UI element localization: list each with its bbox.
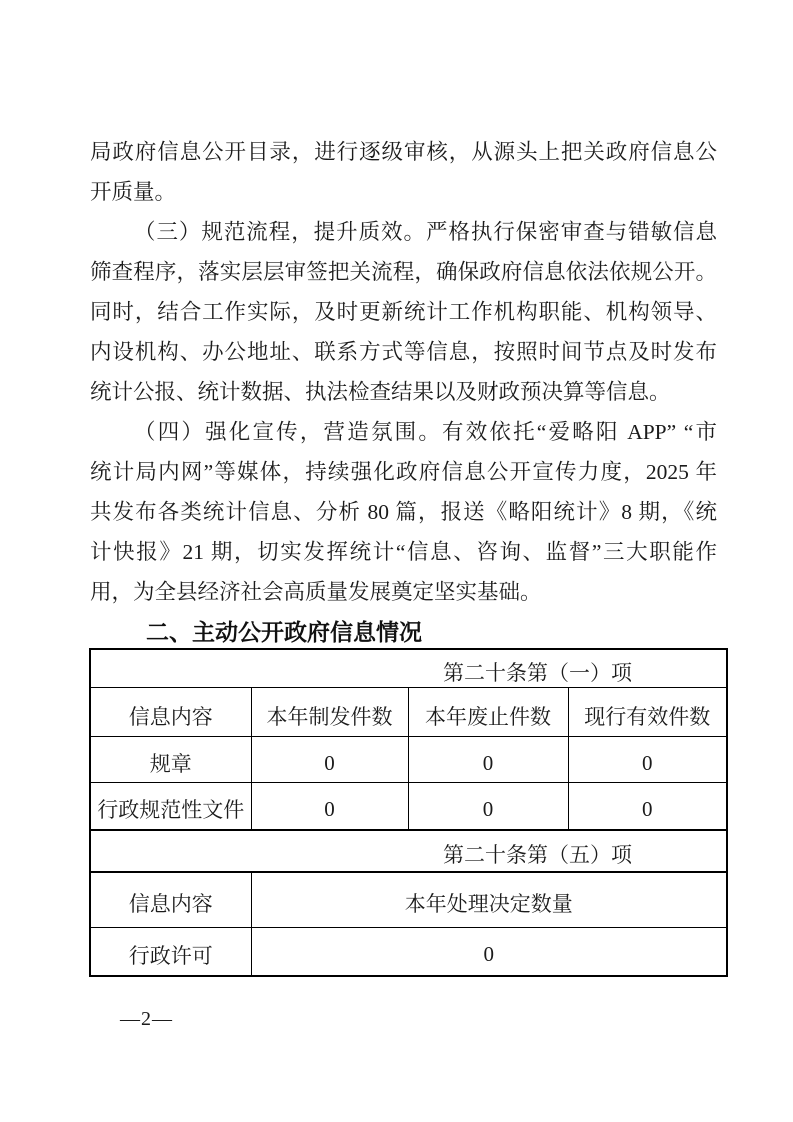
table-row [90,783,727,830]
column-header-info-content: 信息内容 [90,688,251,737]
cell-value: 0 [408,783,568,830]
column-header-repealed-this-year: 本年废止件数 [408,688,568,737]
cell-value: 0 [251,928,727,976]
info-disclosure-table [89,648,728,977]
section-heading: 二、主动公开政府信息情况 [146,619,422,645]
column-header-info-content: 信息内容 [90,872,251,928]
column-header-decisions-this-year: 本年处理决定数量 [251,872,727,928]
column-header-issued-this-year: 本年制发件数 [251,688,408,737]
body-line: （三）规范流程，提升质效。严格执行保密审查与错敏信息 [134,220,717,244]
cell-value: 0 [251,737,408,783]
row-label-normative-documents: 行政规范性文件 [90,783,251,830]
cell-value: 0 [408,737,568,783]
body-line: 同时，结合工作实际，及时更新统计工作机构职能、机构领导、 [90,300,717,324]
body-line: 局政府信息公开目录，进行逐级审核，从源头上把关政府信息公 [90,140,717,164]
body-line: 用，为全县经济社会高质量发展奠定坚实基础。 [90,580,542,604]
body-line: 开质量。 [90,180,177,204]
body-line: 共发布各类统计信息、分析 80 篇，报送《略阳统计》8 期，《统 [90,500,717,524]
table-row [90,737,727,783]
table-section1-header: 第二十条第（一）项 [90,649,727,688]
body-line: 内设机构、办公地址、联系方式等信息，按照时间节点及时发布 [90,340,717,364]
table-row [90,928,727,976]
page-number: —2— [120,1008,173,1030]
body-line: 统计局内网”等媒体，持续强化政府信息公开宣传力度，2025 年 [90,460,717,484]
table-section2-header: 第二十条第（五）项 [90,830,727,872]
body-line: 统计公报、统计数据、执法检查结果以及财政预决算等信息。 [90,380,671,404]
body-line: 计快报》21 期，切实发挥统计“信息、咨询、监督”三大职能作 [90,540,717,564]
row-label-regulations: 规章 [90,737,251,783]
body-line: 筛查程序，落实层层审签把关流程，确保政府信息依法依规公开。 [90,260,717,284]
body-line: （四）强化宣传，营造氛围。有效依托“爱略阳 APP” “市 [134,420,717,444]
cell-value: 0 [251,783,408,830]
body-text-block [90,132,717,652]
cell-value: 0 [568,783,727,830]
cell-value: 0 [568,737,727,783]
column-header-currently-effective: 现行有效件数 [568,688,727,737]
row-label-administrative-license: 行政许可 [90,928,251,976]
